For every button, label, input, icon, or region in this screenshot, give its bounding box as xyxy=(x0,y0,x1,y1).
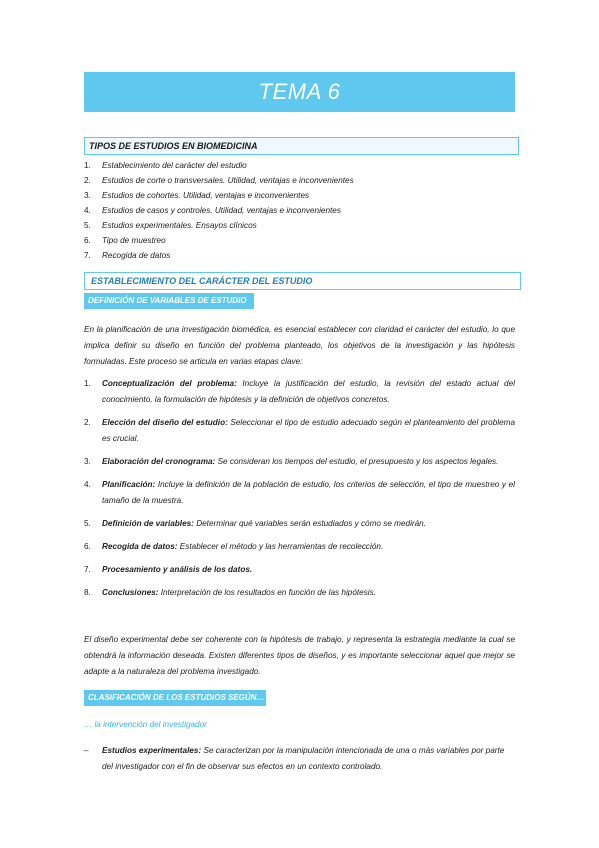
list-item: 7. Procesamiento y análisis de los datos. xyxy=(84,565,253,574)
table-of-contents xyxy=(84,158,354,263)
list-item: 3. Elaboración del cronograma: Se consideran los tiempos del estudio, el presupuesto y los aspectos legales. xyxy=(84,457,499,466)
list-item: 3. Estudios de cohortes. Utilidad, ventajas e inconvenientes xyxy=(84,191,310,200)
list-item: 1. Conceptualización del problema: Incluye la justificación del estudio, la revisión del estado actual del conocimiento, la formulación de hipótesis y la definición de objetivos concretos. xyxy=(84,379,515,404)
list-item: 2. Estudios de corte o transversales. Utilidad, ventajas e inconvenientes xyxy=(84,176,354,185)
subheading-clasificacion: CLASIFICACIÓN DE LOS ESTUDIOS SEGÚN… xyxy=(84,690,266,706)
intro-paragraph: En la planificación de una investigación biomédica, es esencial establecer con claridad el carácter del estudio, lo que implica definir su diseño en función del problema planteado, los objetivos de la investigación y las hipótesis formuladas. Este proceso se articula en varias etapas clave: xyxy=(84,325,515,366)
page-title-banner xyxy=(84,72,515,112)
list-item: 6. Recogida de datos: Establecer el método y las herramientas de recolección. xyxy=(84,542,384,551)
page-title: TEMA 6 xyxy=(258,79,341,104)
list-item: 2. Elección del diseño del estudio: Seleccionar el tipo de estudio adecuado según el planteamiento del problema es crucial. xyxy=(84,418,516,443)
section-heading-tipos: TIPOS DE ESTUDIOS EN BIOMEDICINA xyxy=(84,137,519,155)
list-item: 7. Recogida de datos xyxy=(84,251,171,260)
list-item: 8. Conclusiones: Interpretación de los resultados en función de las hipótesis. xyxy=(84,588,376,597)
subheading-definicion: DEFINICIÓN DE VARIABLES DE ESTUDIO xyxy=(84,293,254,309)
list-item: 5. Definición de variables: Determinar qué variables serán estudiados y cómo se medirán. xyxy=(84,519,427,528)
list-item: 1. Establecimiento del carácter del estudio xyxy=(84,161,247,170)
steps-list xyxy=(84,376,515,601)
list-item: – Estudios experimentales: Se caracterizan por la manipulación intencionada de una o más variables por parte del investigador con el fin de observar sus efectos en un contexto controlado. xyxy=(84,746,505,771)
list-item: 4. Planificación: Incluye la definición de la población de estudio, los criterios de selección, el tipo de muestreo y el tamaño de la muestra. xyxy=(84,480,515,505)
closing-paragraph: El diseño experimental debe ser coherente con la hipótesis de trabajo, y representa la estrategia mediante la cual se obtendrá la información deseada. Existen diferentes tipos de diseños, y es importante seleccionar aquel que mejor se adapte a la naturaleza del problema investigado. xyxy=(84,635,515,676)
subsection-title: … la intervención del investigador xyxy=(84,720,207,729)
list-item: 5. Estudios experimentales. Ensayos clínicos xyxy=(84,221,257,230)
section-heading-establecimiento: ESTABLECIMIENTO DEL CARÁCTER DEL ESTUDIO xyxy=(84,272,521,290)
list-item: 6. Tipo de muestreo xyxy=(84,236,166,245)
list-item: 4. Estudios de casos y controles. Utilidad, ventajas e inconvenientes xyxy=(84,206,341,215)
